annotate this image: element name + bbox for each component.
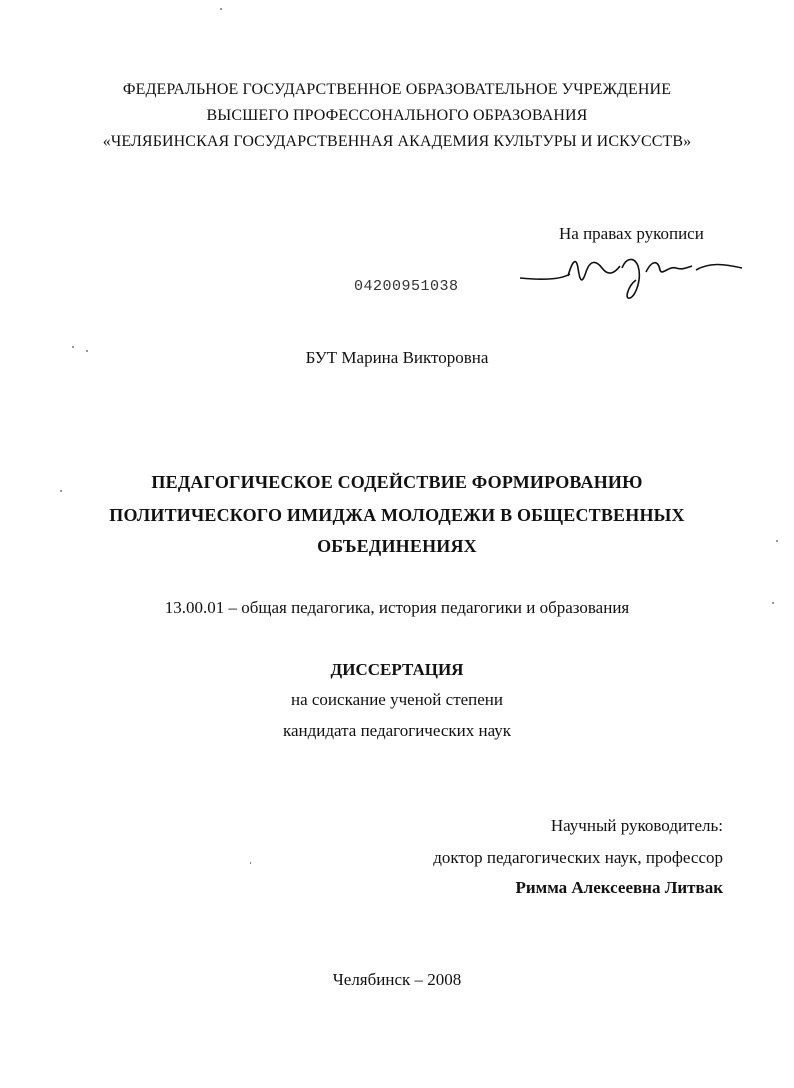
institution-line-2: ВЫСШЕГО ПРОФЕССОНАЛЬНОГО ОБРАЗОВАНИЯ [206,107,588,124]
scan-speck [86,350,88,352]
document-type: ДИССЕРТАЦИЯ [330,660,464,679]
degree-line-2: кандидата педагогических наук [282,721,512,740]
handwritten-signature [510,238,750,308]
supervisor-label: Научный руководитель: [550,816,723,835]
supervisor-credentials: доктор педагогических наук, профессор [433,848,723,867]
scan-speck [220,8,222,10]
institution-line-3: «ЧЕЛЯБИНСКАЯ ГОСУДАРСТВЕННАЯ АКАДЕМИЯ КУЛЬТУРЫ И ИСКУССТВ» [102,133,692,150]
scan-speck [60,490,62,492]
archive-number: 04200951038 [354,278,459,295]
institution-line-1: ФЕДЕРАЛЬНОЕ ГОСУДАРСТВЕННОЕ ОБРАЗОВАТЕЛЬНОЕ УЧРЕЖДЕНИЕ [122,81,672,98]
author-name: БУТ Марина Викторовна [305,348,489,367]
title-line-3: ОБЪЕДИНЕНИЯХ [317,536,477,556]
specialty: 13.00.01 – общая педагогика, история педагогики и образования [164,598,630,617]
scan-speck [772,602,774,604]
degree-line-1: на соискание ученой степени [290,690,504,709]
scan-speck [776,540,778,542]
manuscript-note: На правах рукописи [559,224,704,243]
city-year: Челябинск – 2008 [332,970,462,989]
supervisor-name: Римма Алексеевна Литвак [515,878,723,897]
scan-speck [250,862,251,864]
title-line-2: ПОЛИТИЧЕСКОГО ИМИДЖА МОЛОДЕЖИ В ОБЩЕСТВЕННЫХ [109,505,685,525]
title-line-1: ПЕДАГОГИЧЕСКОЕ СОДЕЙСТВИЕ ФОРМИРОВАНИЮ [151,472,643,492]
scan-speck [72,346,74,348]
